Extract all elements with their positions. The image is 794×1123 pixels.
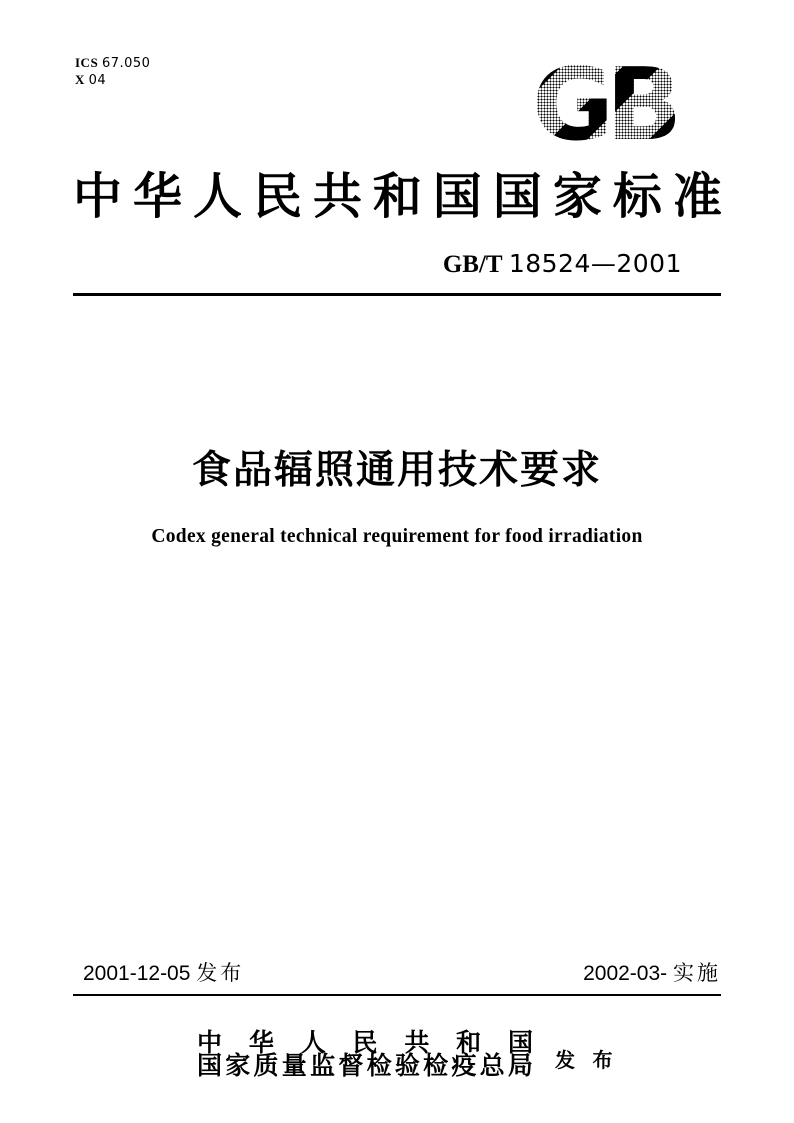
issue-date-value: 2001-12-05 [83,962,191,985]
ics-label: ICS [75,55,99,70]
class-line [75,72,150,89]
class-code: 04 [88,73,107,88]
ics-line [75,55,150,72]
gb-logo-icon: GB [528,62,678,148]
ics-code: 67.050 [101,56,151,71]
document-title-chinese: 食品辐照通用技术要求 [191,449,602,492]
issuer-block [197,1032,619,1078]
issue-date-label: 发布 [196,962,245,985]
implement-date [583,960,721,988]
standard-number [443,249,682,280]
dates-row [73,960,721,988]
issuer-name-line1: 中 华 人 民 共 和 国 [197,1030,533,1057]
issuer-name-line2: 国 家 质 量 监 督 检 验 检 疫 总 局 [197,1053,533,1080]
implement-date-label: 实施 [673,962,721,985]
issue-date [73,960,244,988]
issuer-name [197,1032,533,1078]
national-standard-heading: 中 华 人 民 共 和 国 国 家 标 准 [73,169,722,224]
standard-number-prefix: GB/T [442,251,503,278]
publish-label: 发 布 [555,1049,619,1072]
implement-date-value: 2002-03- [583,962,668,985]
top-rule [73,293,721,296]
class-label: X [75,72,85,87]
bottom-rule [73,994,721,996]
ics-classification [75,55,150,89]
standard-number-value: 18524—2001 [508,249,682,278]
document-title-english: Codex general technical requirement for food irradiation [151,526,643,547]
